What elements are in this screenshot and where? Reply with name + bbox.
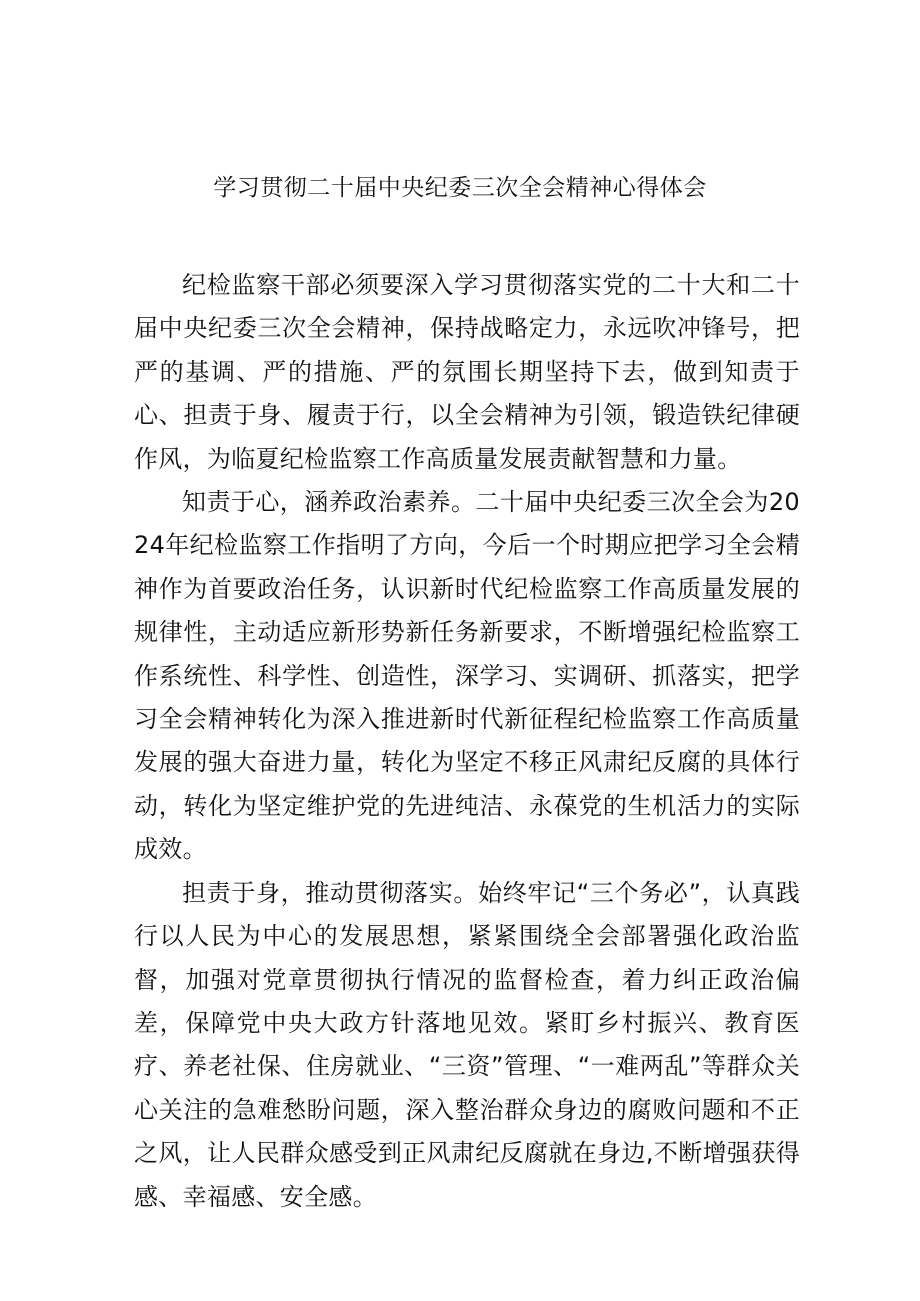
paragraph-know-responsibility: 知责于心，涵养政治素养。二十届中央纪委三次全会为2024年纪检监察工作指明了方向，今后一个时期应把学习全会精神作为首要政治任务，认识新时代纪检监察工作高质量发展的规律性，主动适应新形势新任务新要求，不断增强纪检监察工作系统性、科学性、创造性，深学习、实调研、抓落实，把学习全会精神转化为深入推进新时代新征程纪检监察工作高质量发展的强大奋进力量，转化为坚定不移正风肃纪反腐的具体行动，转化为坚定维护党的先进纯洁、永葆党的生机活力的实际成效。 (134, 488, 800, 864)
paragraph-intro: 纪检监察干部必须要深入学习贯彻落实党的二十大和二十届中央纪委三次全会精神，保持战略定力，永远吹冲锋号，把严的基调、严的措施、严的氛围长期坚持下去，做到知责于心、担责于身、履责于行，以全会精神为引领，锻造铁纪律硬作风，为临夏纪检监察工作高质量发展责献智慧和力量。 (134, 271, 800, 473)
document-body (134, 264, 800, 1219)
document-title: 学习贯彻二十届中央纪委三次全会精神心得体会 (213, 175, 707, 201)
paragraph-bear-responsibility: 担责于身，推动贯彻落实。始终牢记“三个务必”，认真践行以人民为中心的发展思想，紧紧围绕全会部署强化政治监督，加强对党章贯彻执行情况的监督检查，着力纠正政治偏差，保障党中央大政方针落地见效。紧盯乡村振兴、教育医疗、养老社保、住房就业、“三资”管理、“一难两乱”等群众关心关注的急难愁盼问题，深入整治群众身边的腐败问题和不正之风，让人民群众感受到正风肃纪反腐就在身边,不断增强获得感、幸福感、安全感。 (134, 878, 800, 1211)
